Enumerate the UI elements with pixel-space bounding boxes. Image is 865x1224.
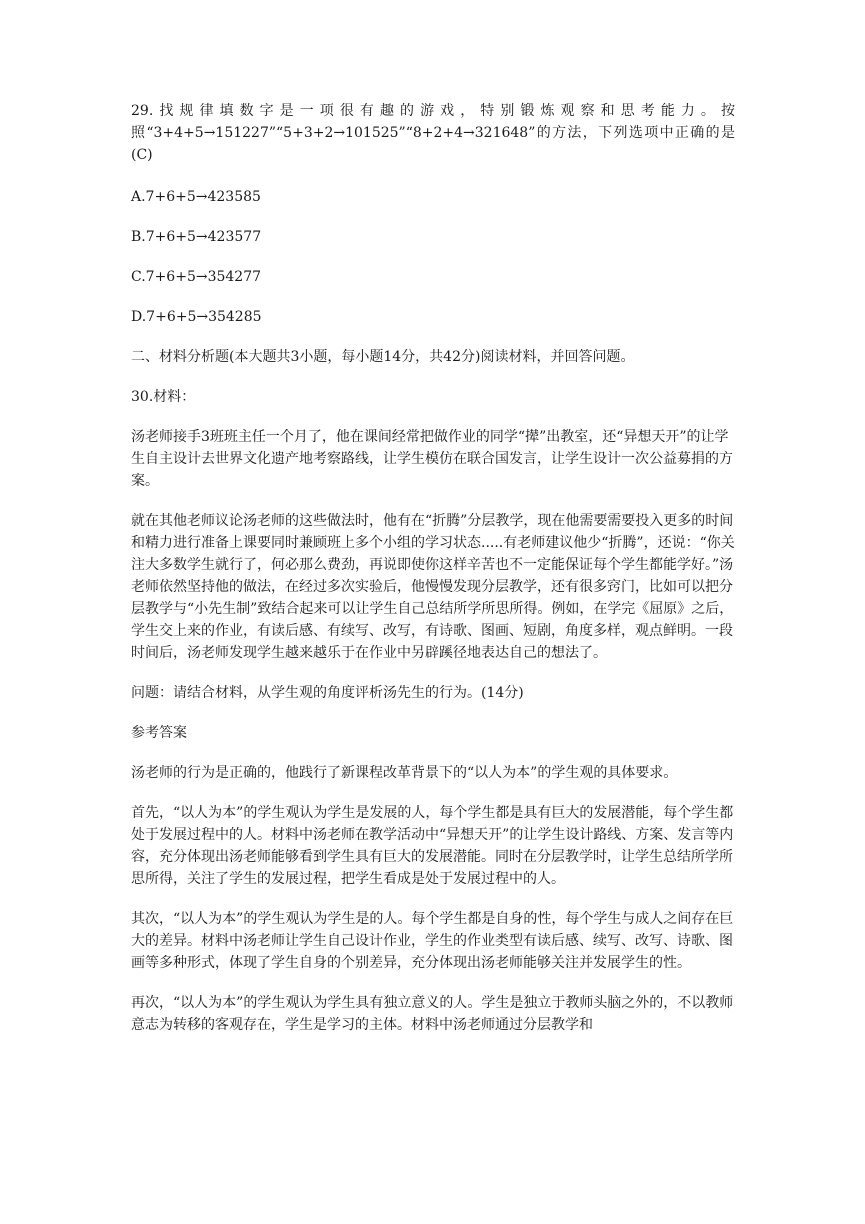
answer-paragraph: 汤老师的行为是正确的，他践行了新课程改革背景下的“以人为本”的学生观的具体要求。 — [131, 765, 678, 781]
option-b: B.7+6+5→423577 — [131, 229, 262, 245]
answer-heading: 参考答案 — [131, 725, 187, 741]
answer-paragraph: 首先，“以人为本”的学生观认为学生是发展的人，每个学生都是具有巨大的发展潜能，每个学生都处于发展过程中的人。材料中汤老师在教学活动中“异想天开”的让学生设计路线、方案、发言等内容，充分体现出汤老师能够看到学生具有巨大的发展潜能。同时在分层教学时，让学生总结所学所思所得，关注了学生的发展过程，把学生看成是处于发展过程中的人。 — [131, 805, 734, 887]
option-c: C.7+6+5→354277 — [131, 269, 262, 285]
question-30-label: 30.材料： — [131, 389, 196, 405]
option-d: D.7+6+5→354285 — [131, 309, 262, 325]
answer-paragraph: 其次，“以人为本”的学生观认为学生是的人。每个学生都是自身的性，每个学生与成人之间存在巨大的差异。材料中汤老师让学生自己设计作业，学生的作业类型有读后感、续写、改写、诗歌、图画等多种形式，体现了学生自身的个别差异，充分体现出汤老师能够关注并发展学生的性。 — [131, 911, 734, 971]
document-page — [131, 100, 735, 1054]
section-heading: 二、材料分析题(本大题共3小题，每小题14分，共42分)阅读材料，并回答问题。 — [131, 349, 635, 365]
question-29-stem: 29.找规律填数字是一项很有趣的游戏，特别锻炼观察和思考能力。按照“3+4+5→151227”“5+3+2→101525”“8+2+4→321648”的方法，下列选项中正确的是(C) — [131, 103, 735, 163]
question-prompt: 问题：请结合材料，从学生观的角度评析汤先生的行为。(14分) — [131, 685, 524, 701]
material-paragraph: 就在其他老师议论汤老师的这些做法时，他有在“折腾”分层教学，现在他需要需要投入更多的时间和精力进行准备上课要同时兼顾班上多个小组的学习状态.....有老师建议他少“折腾”，还说：“你关注大多数学生就行了，何必那么费劲，再说即使你这样辛苦也不一定能保证每个学生都能学好。”汤老师依然坚持他的做法，在经过多次实验后，他慢慢发现分层教学，还有很多窍门，比如可以把分层教学与“小先生制”致结合起来可以让学生自己总结所学所思所得。例如，在学完《屈原》之后，学生交上来的作业，有读后感、有续写、改写，有诗歌、图画、短剧，角度多样，观点鲜明。一段时间后，汤老师发现学生越来越乐于在作业中另辟蹊径地表达自己的想法了。 — [131, 513, 735, 661]
answer-paragraph: 再次，“以人为本”的学生观认为学生具有独立意义的人。学生是独立于教师头脑之外的，不以教师意志为转移的客观存在，学生是学习的主体。材料中汤老师通过分层教学和 — [131, 995, 734, 1033]
material-paragraph: 汤老师接手3班班主任一个月了，他在课间经常把做作业的同学“撵”出教室，还“异想天开”的让学生自主设计去世界文化遗产地考察路线，让学生模仿在联合国发言，让学生设计一次公益募捐的方案。 — [131, 429, 733, 489]
option-a: A.7+6+5→423585 — [131, 189, 261, 205]
